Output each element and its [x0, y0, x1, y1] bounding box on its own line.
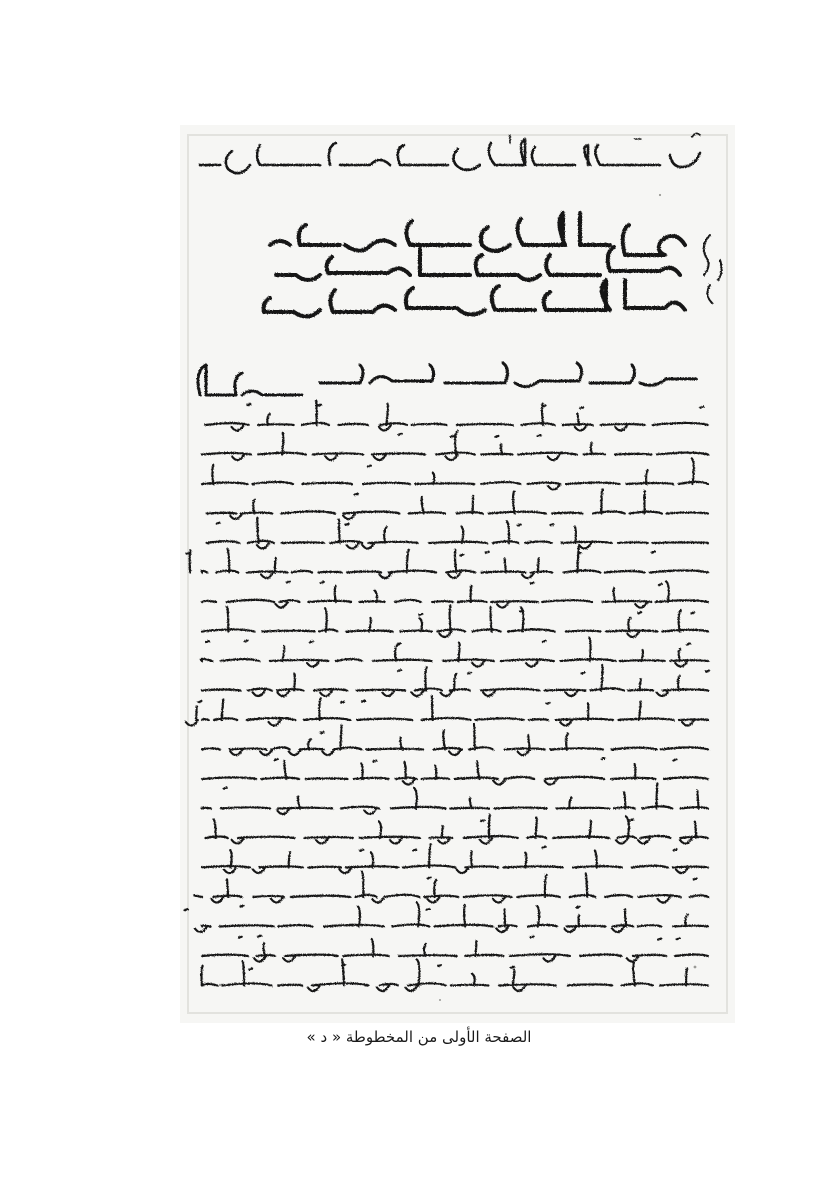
manuscript-paper: [180, 125, 735, 1023]
figure-caption: الصفحة الأولى من المخطوطة « د »: [306, 1028, 532, 1046]
manuscript-facsimile: [180, 125, 735, 1023]
manuscript-image: [180, 125, 735, 1023]
